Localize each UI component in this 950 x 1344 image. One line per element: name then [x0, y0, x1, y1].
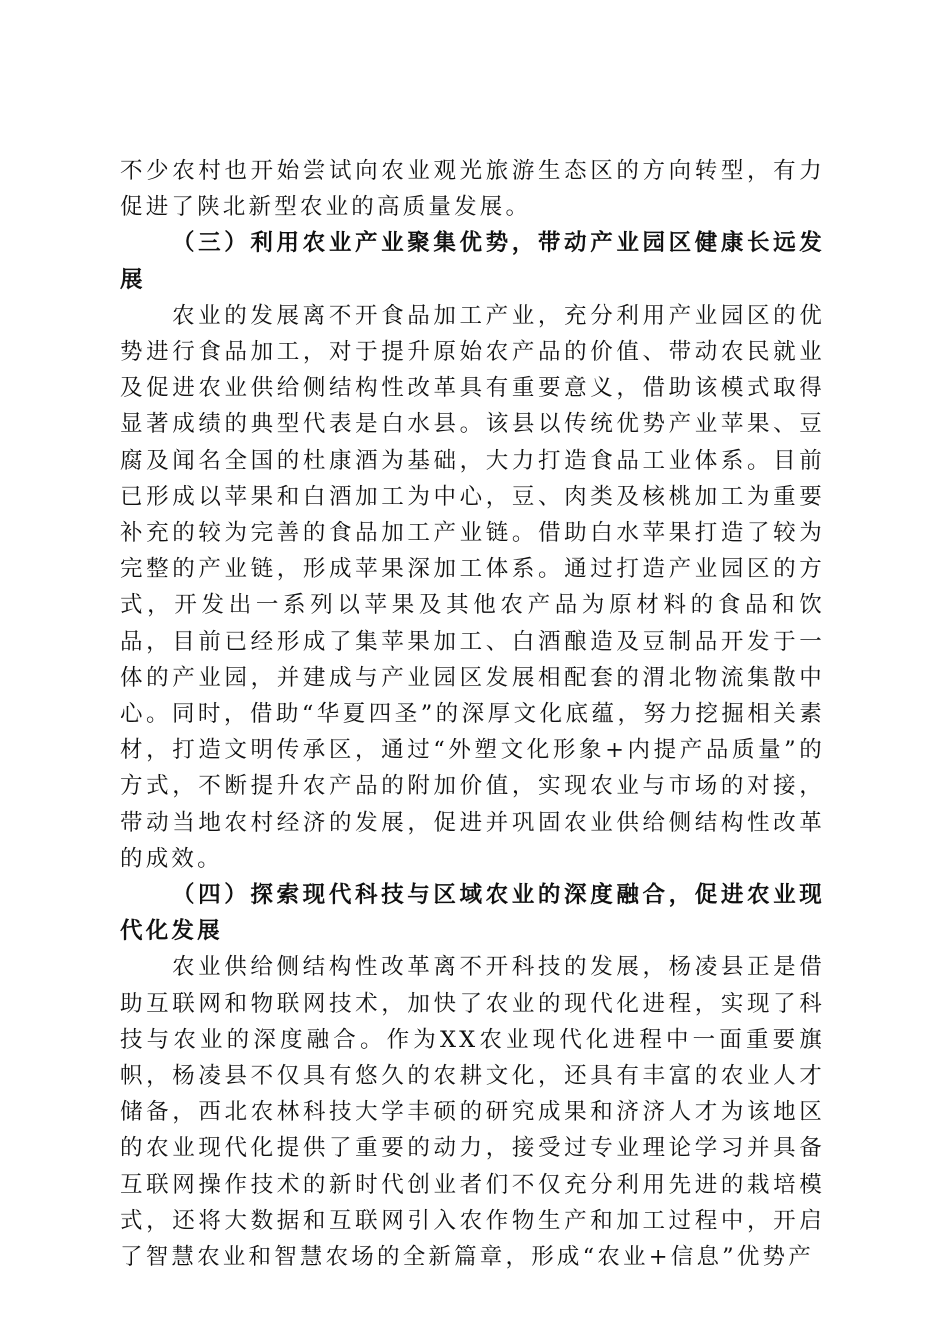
- section-heading-4: （四）探索现代科技与区域农业的深度融合，促进农业现代化发展: [120, 882, 825, 945]
- section-heading-3: （三）利用农业产业聚集优势，带动产业园区健康长远发展: [120, 230, 825, 293]
- paragraph-section-4: 农业供给侧结构性改革离不开科技的发展，杨凌县正是借助互联网和物联网技术，加快了农业的现代化进程，实现了科技与农业的深度融合。作为XX农业现代化进程中一面重要旗帜，杨凌县不仅具有悠久的农耕文化，还具有丰富的农业人才储备，西北农林科技大学丰硕的研究成果和济济人才为该地区的农业现代化提供了重要的动力，接受过专业理论学习并具备互联网操作技术的新时代创业者们不仅充分利用先进的栽培模式，还将大数据和互联网引入农作物生产和加工过程中，开启了智慧农业和智慧农场的全新篇章，形成“农业+信息”优势产: [120, 954, 825, 1271]
- document-body: [120, 153, 825, 1275]
- paragraph-continued: 不少农村也开始尝试向农业观光旅游生态区的方向转型，有力促进了陕北新型农业的高质量发展。: [120, 158, 825, 221]
- paragraph-section-3: 农业的发展离不开食品加工产业，充分利用产业园区的优势进行食品加工，对于提升原始农产品的价值、带动农民就业及促进农业供给侧结构性改革具有重要意义，借助该模式取得显著成绩的典型代表是白水县。该县以传统优势产业苹果、豆腐及闻名全国的杜康酒为基础，大力打造食品工业体系。目前已形成以苹果和白酒加工为中心，豆、肉类及核桃加工为重要补充的较为完善的食品加工产业链。借助白水苹果打造了较为完整的产业链，形成苹果深加工体系。通过打造产业园区的方式，开发出一系列以苹果及其他农产品为原材料的食品和饮品，目前已经形成了集苹果加工、白酒酿造及豆制品开发于一体的产业园，并建成与产业园区发展相配套的渭北物流集散中心。同时，借助“华夏四圣”的深厚文化底蕴，努力挖掘相关素材，打造文明传承区，通过“外塑文化形象+内提产品质量”的方式，不断提升农产品的附加价值，实现农业与市场的对接，带动当地农村经济的发展，促进并巩固农业供给侧结构性改革的成效。: [120, 302, 825, 872]
